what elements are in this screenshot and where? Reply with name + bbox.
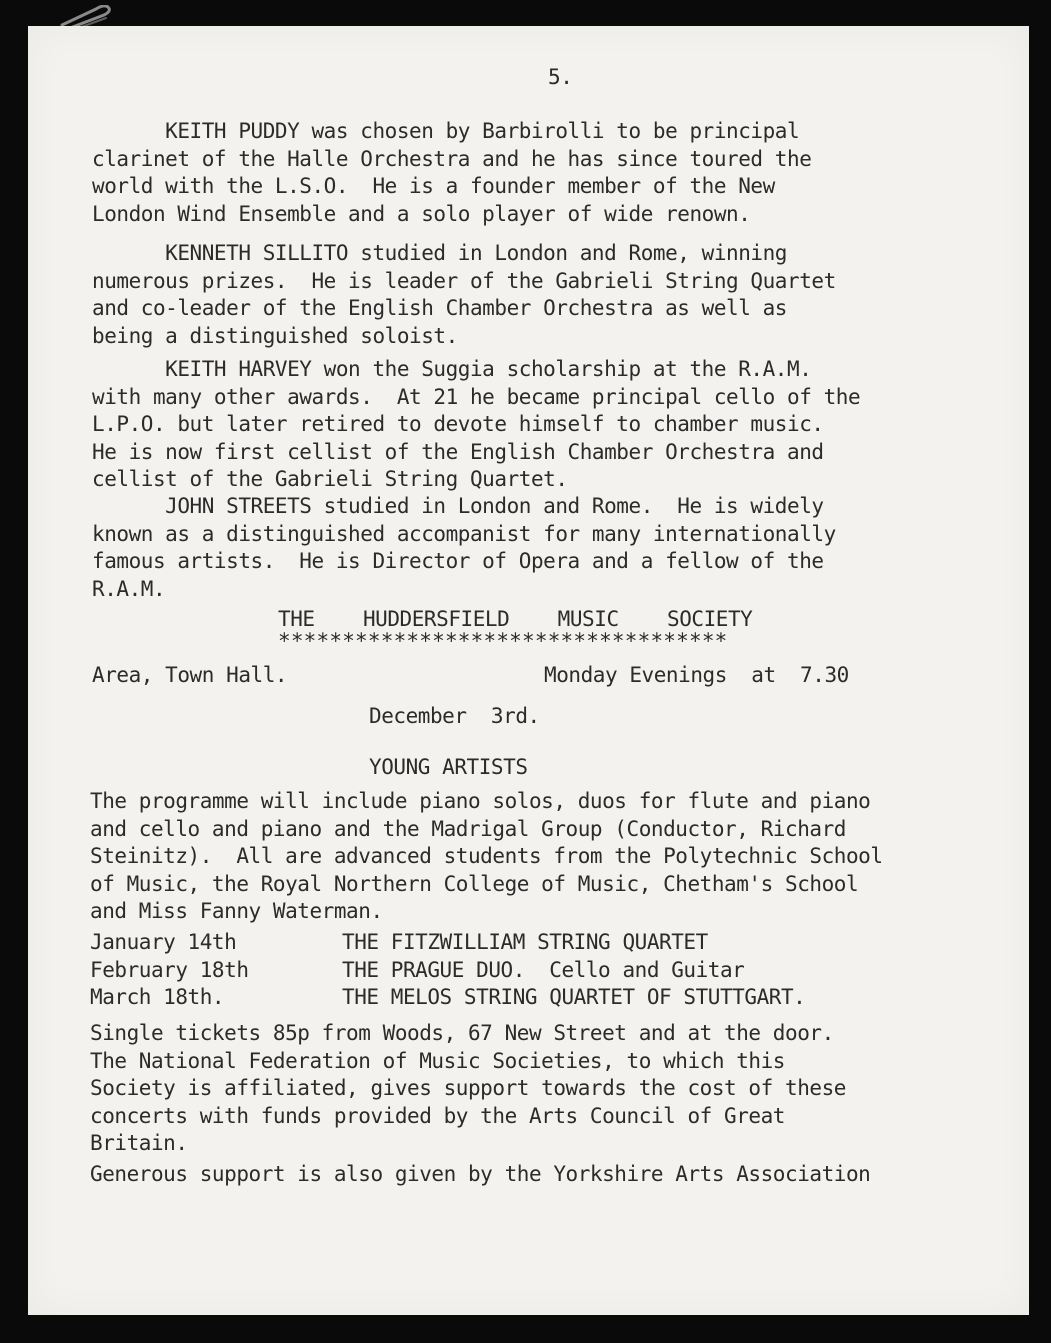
- artist-bio-keith-puddy: KEITH PUDDY was chosen by Barbirolli to be principal clarinet of the Halle Orchestra and he has since toured the world with the L.S.O. He is a founder member of the New London Wind Ensemble and a solo player of wide renown.: [92, 119, 812, 226]
- future-concert-date: February 18th: [90, 957, 249, 982]
- concert-date: December 3rd.: [369, 704, 540, 728]
- ticket-information: Single tickets 85p from Woods, 67 New Street and at the door. The National Federation of Music Societies, to which this Society is affiliated, gives support towards the cost of these concerts with funds provided by the Arts Council of Great Britain.: [90, 1021, 846, 1155]
- programme-description: The programme will include piano solos, duos for flute and piano and cello and piano and the Madrigal Group (Conductor, Richard Steinitz). All are advanced students from the Polytechnic School of Music, the Royal Northern College of Music, Chetham's School and Miss Fanny Waterman.: [90, 789, 883, 923]
- concert-schedule: Monday Evenings at 7.30: [544, 663, 849, 687]
- future-concert-events: [342, 929, 805, 1012]
- artist-bio-keith-harvey: KEITH HARVEY won the Suggia scholarship at the R.A.M. with many other awards. At 21 he became principal cello of the L.P.O. but later retired to devote himself to chamber music. He is now first cellist of the English Chamber Orchestra and cellist of the Gabrieli String Quartet.: [92, 357, 861, 491]
- support-acknowledgement: Generous support is also given by the Yorkshire Arts Association: [90, 1162, 871, 1186]
- title-underline: ***********************************: [278, 629, 728, 653]
- future-concert-dates: [90, 929, 249, 1012]
- future-concert-event: THE FITZWILLIAM STRING QUARTET: [342, 930, 708, 954]
- venue: Area, Town Hall.: [92, 663, 288, 687]
- society-title: THE HUDDERSFIELD MUSIC SOCIETY: [278, 607, 753, 631]
- future-concert-date: March 18th.: [90, 985, 225, 1009]
- concert-title: YOUNG ARTISTS: [369, 755, 528, 779]
- page-number: 5.: [548, 65, 573, 89]
- future-concert-event: THE PRAGUE DUO. Cello and Guitar: [342, 957, 745, 982]
- future-concert-event: THE MELOS STRING QUARTET OF STUTTGART.: [342, 985, 806, 1009]
- document-page: [28, 26, 1029, 1315]
- artist-bio-kenneth-sillito: KENNETH SILLITO studied in London and Rome, winning numerous prizes. He is leader of the Gabrieli String Quartet and co-leader of the English Chamber Orchestra as well as being a distinguished soloist.: [92, 241, 836, 348]
- future-concert-date: January 14th: [90, 930, 237, 954]
- artist-bio-john-streets: JOHN STREETS studied in London and Rome. He is widely known as a distinguished accompanist for many internationally famous artists. He is Director of Opera and a fellow of the R.A.M.: [92, 494, 836, 601]
